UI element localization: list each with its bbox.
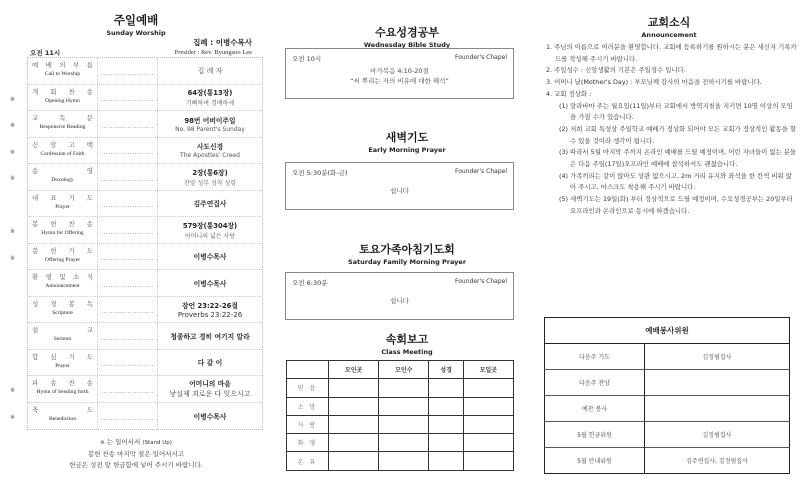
- order-item-name-char: 영: [45, 273, 52, 281]
- order-item-name-char: 봉: [32, 246, 39, 255]
- order-item-name-char: 기: [68, 193, 75, 202]
- order-item-name-ko: [32, 60, 93, 69]
- class-meeting-column-header: 성경: [429, 361, 463, 379]
- stand-up-marker-icon: ※: [10, 413, 16, 421]
- saturday-header: [278, 241, 536, 266]
- worship-order-row: [10, 164, 262, 191]
- class-meeting-cell: [329, 379, 379, 397]
- stand-up-note-en: (Stand Up): [142, 440, 172, 446]
- class-meeting-row: [287, 379, 514, 397]
- order-item-value: [158, 350, 262, 376]
- announcement-title-en: Announcement: [641, 31, 697, 39]
- order-item-primary: 집 례 자: [197, 66, 223, 75]
- order-item-primary: 2장(통6장): [192, 168, 228, 177]
- order-item-name: [28, 58, 98, 84]
- announcement-list: [546, 42, 798, 218]
- stand-up-marker-icon: ※: [10, 148, 16, 156]
- order-item-name-char: 식: [86, 273, 93, 281]
- order-item-secondary: 낳실제 괴로운 다 잊으시고: [169, 390, 251, 399]
- order-item-name-char: 름: [86, 61, 93, 69]
- order-item-name-char: 송: [86, 87, 93, 96]
- wednesday-location: Founder's Chapel: [455, 54, 507, 61]
- order-item-value: [158, 191, 262, 217]
- worship-order-row: [10, 217, 262, 244]
- service-role: 5월 안내위원: [545, 448, 645, 474]
- order-item-name-ko: [32, 325, 93, 334]
- order-item-name-char: 백: [86, 140, 93, 149]
- order-item-name-en: Announcement: [45, 283, 80, 289]
- worship-order-row: [28, 350, 262, 377]
- order-item-value: [158, 270, 262, 296]
- order-item-name: [28, 244, 98, 270]
- early-morning-title-ko: 새벽기도: [385, 131, 429, 144]
- order-item-name: [28, 85, 98, 111]
- order-item-name-char: 예: [32, 61, 39, 69]
- order-item-name-char: 성: [32, 299, 39, 308]
- class-meeting-header: [278, 331, 536, 356]
- order-item-name: [28, 191, 98, 217]
- order-item-name-char: 도: [86, 352, 93, 361]
- order-item-name-char: 독: [86, 299, 93, 308]
- order-item-name-char: 헌: [50, 246, 57, 255]
- order-item-name-ko: [32, 193, 93, 202]
- order-item-primary: 98번 어버이주일: [184, 116, 236, 125]
- order-item-name-char: 고: [68, 140, 75, 149]
- saturday-status: 쉽니다: [390, 297, 409, 305]
- order-item-name-char: 송: [50, 379, 57, 387]
- class-meeting-title-en: Class Meeting: [381, 348, 433, 356]
- class-meeting-cell: [329, 397, 379, 415]
- service-committee-row: [545, 448, 790, 474]
- order-item-name-en: Benediction: [48, 415, 77, 422]
- order-item-primary: 이병수목사: [193, 253, 227, 262]
- class-meeting-cell: [429, 434, 463, 452]
- order-item-name: [28, 376, 98, 402]
- presider-en: Presider : Rev. Byungsoo Lee: [174, 49, 252, 56]
- offering-hymn-note: 봉헌 찬송 마지막 절은 일어서시고: [87, 450, 185, 458]
- order-item-leader-dots: ......................: [98, 58, 158, 84]
- class-meeting-cell: [379, 397, 429, 415]
- middle-column: [278, 0, 536, 485]
- stand-up-note-ko: 는 일어서서: [106, 438, 141, 446]
- order-item-name-char: 파: [32, 379, 39, 387]
- class-meeting-row: [287, 397, 514, 415]
- wednesday-info-box: [285, 48, 514, 99]
- announcement-subitem: (3) 따라서 5월 마지막 주까지 온라인 예배를 드릴 예정이며, 어린 자녀들이 없는 분들은 다음 주일(17일)오프라인 예배에 참석하셔도 괜찮습니다.: [559, 148, 797, 169]
- order-item-name-char: 찬: [68, 220, 75, 228]
- order-item-primary: 잠언 23:22-26절: [182, 301, 238, 310]
- order-item-name-ko: [32, 352, 93, 361]
- sunday-worship-footer: [0, 437, 272, 471]
- order-item-name-en: Confession of Faith: [40, 150, 85, 157]
- class-meeting-group-name: 믿 음: [287, 379, 329, 397]
- order-item-name-char: 의: [59, 61, 66, 69]
- class-meeting-cell: [429, 379, 463, 397]
- order-item-primary: 64장(통13장): [187, 89, 233, 98]
- order-item-primary: 다 같 이: [197, 359, 223, 368]
- class-meeting-cell: [463, 434, 513, 452]
- order-item-value: [158, 111, 262, 137]
- order-item-name-char: 앙: [50, 140, 57, 149]
- order-item-name-char: 교: [86, 326, 93, 334]
- class-meeting-row: [287, 434, 514, 452]
- order-item-name-en: Hymn for Offering: [41, 230, 84, 236]
- order-item-name-char: 축: [32, 405, 39, 414]
- order-item-value: [158, 323, 262, 349]
- service-role: 다음주 찬양: [545, 370, 645, 396]
- order-item-name-char: 송: [86, 220, 93, 228]
- order-item-leader-dots: ......................: [98, 191, 158, 217]
- service-person: [645, 370, 790, 396]
- order-item-name-char: 기: [68, 246, 75, 255]
- worship-order-row: [10, 376, 262, 403]
- order-item-name: [28, 164, 98, 190]
- order-item-leader-dots: ......................: [98, 270, 158, 296]
- order-item-name-char: 영: [86, 167, 93, 175]
- class-meeting-table: [286, 360, 514, 471]
- class-meeting-cell: [463, 452, 513, 470]
- order-item-name-char: 환: [32, 273, 39, 281]
- order-item-name-ko: [32, 113, 93, 122]
- order-item-leader-dots: ......................: [98, 297, 158, 323]
- announcement-subitem: (4) 가족끼리는 같이 앉아도 상관 없으시고, 2m 거리 유지와 좌석을 한 칸씩 비워 앉아 주시고, 마스크도 착용해 주시기 바랍니다.: [559, 171, 792, 192]
- worship-order-row: [28, 58, 262, 85]
- wednesday-time: 오전 10시: [292, 55, 322, 63]
- class-meeting-row: [287, 452, 514, 470]
- order-item-leader-dots: ......................: [98, 323, 158, 349]
- sunday-worship-title-en: Sunday Worship: [106, 29, 166, 37]
- order-item-value: [158, 138, 262, 164]
- order-item-value: [158, 58, 262, 84]
- class-meeting-cell: [329, 452, 379, 470]
- early-morning-time: 오전 5:30분(화-금): [292, 169, 348, 177]
- announcement-subitem: (2) 저희 교회 특성상 주일학교 예배가 정상화 되어야 모든 교회가 정상적인 활동을 할 수 있을 것이라 생각이 됩니다.: [559, 124, 797, 145]
- order-item-name-char: 봉: [32, 220, 39, 228]
- announcement-header: [538, 14, 800, 39]
- order-item-name-char: 신: [32, 140, 39, 149]
- order-item-leader-dots: ......................: [98, 164, 158, 190]
- order-item-name-char: 송: [32, 167, 39, 175]
- service-committee-row: [545, 344, 790, 370]
- order-item-name-char: 교: [32, 114, 39, 122]
- order-item-name-char: 부: [73, 61, 80, 69]
- order-item-secondary: No. 98 Parent's Sunday: [175, 125, 245, 133]
- order-item-value: [158, 164, 262, 190]
- class-meeting-row: [287, 415, 514, 433]
- class-meeting-cell: [463, 397, 513, 415]
- order-item-name-char: 헌: [50, 220, 57, 228]
- wednesday-theme: “씨 뿌리는 자의 비유에 대한 해석”: [350, 77, 449, 85]
- class-meeting-header-row: [287, 361, 514, 379]
- stand-symbol: ※: [100, 440, 105, 446]
- service-person: 김정림집사: [645, 422, 790, 448]
- class-meeting-column-header: [287, 361, 329, 379]
- worship-order-row: [10, 244, 262, 271]
- order-item-secondary: The Apostles' Creed: [180, 152, 240, 160]
- order-item-name-char: 경: [50, 299, 57, 308]
- service-person: 김정림집사: [645, 344, 790, 370]
- order-item-leader-dots: ......................: [98, 403, 158, 430]
- class-meeting-group-name: 소 망: [287, 397, 329, 415]
- service-committee-row: [545, 370, 790, 396]
- order-item-name-en: Prayer: [55, 362, 70, 369]
- early-morning-location: Founder's Chapel: [455, 168, 507, 175]
- class-meeting-cell: [329, 434, 379, 452]
- order-item-name-char: 배: [45, 61, 52, 69]
- presider-ko: 집례 : 이병수목사: [193, 38, 252, 47]
- wednesday-header: [278, 24, 536, 49]
- saturday-time: 오전 6:30분: [292, 279, 328, 287]
- order-item-name-ko: [32, 299, 93, 308]
- announcement-item: 4. 교회 정상화 :: [546, 89, 592, 98]
- order-item-secondary: 어머니의 넓은 사랑: [184, 232, 236, 240]
- order-item-value: [158, 217, 262, 243]
- order-item-name-char: 개: [32, 87, 39, 96]
- order-of-worship-table: [10, 57, 263, 430]
- class-meeting-cell: [429, 397, 463, 415]
- order-item-name: [28, 138, 98, 164]
- order-item-leader-dots: ......................: [98, 350, 158, 376]
- worship-order-row: [28, 323, 262, 350]
- order-item-leader-dots: ......................: [98, 244, 158, 270]
- order-item-name-char: 봉: [68, 299, 75, 308]
- service-person: [645, 396, 790, 422]
- order-item-name: [28, 350, 98, 376]
- order-item-name-ko: [32, 219, 93, 228]
- order-item-name-en: Responsive Reading: [39, 124, 86, 130]
- order-item-primary: 이병수목사: [193, 279, 227, 288]
- class-meeting-cell: [463, 379, 513, 397]
- stand-up-marker-icon: ※: [10, 228, 16, 235]
- order-item-secondary: 기뻐하며 경배하세: [185, 100, 235, 108]
- order-item-name-char: 문: [86, 114, 93, 122]
- order-item-name-char: 합: [32, 352, 39, 361]
- class-meeting-column-header: 모인수: [379, 361, 429, 379]
- class-meeting-cell: [379, 415, 429, 433]
- order-item-leader-dots: ......................: [98, 85, 158, 111]
- order-item-name-char: 도: [86, 405, 93, 414]
- announcement-subitem: (1) 알라바마 주는 월요일(11일)부터 교회에서 방역지침을 지키면 10명 이상의 모임을 가질 수가 있습니다.: [559, 101, 793, 122]
- service-role: 5월 헌금위원: [545, 422, 645, 448]
- order-item-name: [28, 270, 98, 296]
- wednesday-scripture: 마가복음 4:10-20절: [370, 67, 429, 75]
- service-committee-title: 예배봉사위원: [545, 318, 790, 344]
- service-person: 김주연집사, 김정림집사: [645, 448, 790, 474]
- early-morning-status: 쉽니다: [390, 187, 409, 195]
- early-morning-title-en: Early Morning Prayer: [368, 146, 446, 154]
- order-item-name-char: 독: [59, 114, 66, 122]
- order-item-leader-dots: ......................: [98, 138, 158, 164]
- order-item-name-char: 찬: [68, 87, 75, 96]
- stand-up-marker-icon: ※: [10, 175, 16, 182]
- order-item-name: [28, 111, 98, 137]
- presider-info: [175, 37, 252, 56]
- order-item-secondary: Proverbs 23:22-26: [177, 310, 243, 319]
- order-item-name-en: Offering Prayer: [44, 256, 81, 263]
- order-item-name-char: 기: [68, 352, 75, 361]
- order-item-name-char: 대: [32, 193, 39, 202]
- service-committee-row: [545, 396, 790, 422]
- announcement-item: 1. 주님의 이름으로 여러분을 환영합니다. 교회에 등록하기를 원하시는 분은 새신자 기록카드를 작성해 주시기 바랍니다.: [546, 43, 797, 63]
- class-meeting-cell: [429, 452, 463, 470]
- order-item-secondary: 찬양 성부 성자 성령: [183, 179, 237, 187]
- announcement-subitem: (5) 새벽기도는 19일(화) 부터 정상적으로 드릴 예정이며, 수요성경공부는 20일부터 오프라인과 온라인으로 동시에 하겠습니다.: [559, 195, 793, 215]
- order-item-primary: 사도신경: [196, 143, 224, 152]
- announcement-item: 2. 주일성수 : 신앙생활의 기본은 주일성수 입니다.: [546, 66, 686, 75]
- saturday-title-ko: 토요가족아침기도회: [359, 243, 455, 256]
- worship-order-row: [10, 111, 262, 138]
- order-item-name: [28, 323, 98, 349]
- announcement-title-ko: 교회소식: [647, 16, 691, 29]
- order-item-value: [158, 85, 262, 111]
- order-item-name-char: 회: [50, 87, 57, 96]
- order-item-name-en: Prayer: [55, 203, 70, 210]
- order-item-name-en: Hymn of Sending forth: [36, 389, 89, 395]
- saturday-title-en: Saturday Family Morning Prayer: [347, 258, 467, 266]
- order-item-name-ko: [32, 272, 93, 281]
- class-meeting-title-ko: 속회보고: [385, 333, 429, 346]
- worship-order-row: [10, 85, 262, 112]
- right-column: [538, 0, 800, 485]
- service-role: 다음주 기도: [545, 344, 645, 370]
- order-item-name-char: 설: [32, 326, 39, 334]
- stand-up-note: [0, 437, 272, 449]
- order-item-name-char: 도: [86, 193, 93, 202]
- order-item-name-char: 소: [73, 273, 80, 281]
- sunday-worship-time: 오전 11시: [30, 49, 61, 57]
- stand-up-marker-icon: ※: [10, 387, 16, 394]
- class-meeting-cell: [379, 434, 429, 452]
- order-item-name-en: Sermon: [53, 336, 72, 342]
- order-item-value: [158, 376, 262, 402]
- worship-order-row: [28, 297, 262, 324]
- order-item-name-ko: [32, 246, 93, 255]
- order-item-value: [158, 403, 262, 430]
- order-item-name-char: 표: [50, 193, 57, 202]
- order-item-primary: 청종하고 경히 여기지 말라: [170, 332, 250, 341]
- sunday-worship-title-ko: 주일예배: [113, 13, 159, 27]
- class-meeting-cell: [379, 379, 429, 397]
- wednesday-title-en: Wednesday Bible Study: [363, 41, 451, 49]
- order-item-primary: 어머니의 마음: [189, 380, 231, 389]
- worship-order-row: [10, 138, 262, 165]
- class-meeting-cell: [379, 452, 429, 470]
- wednesday-title-ko: 수요성경공부: [375, 26, 439, 39]
- order-item-name-char: 찬: [68, 379, 75, 387]
- worship-order-row: [10, 403, 262, 430]
- early-morning-header: [278, 129, 536, 154]
- order-item-leader-dots: ......................: [98, 217, 158, 243]
- early-morning-info-box: [285, 162, 514, 210]
- class-meeting-column-header: 모인곳: [329, 361, 379, 379]
- order-item-value: [158, 297, 262, 323]
- class-meeting-group-name: 화 평: [287, 434, 329, 452]
- order-item-primary: 이병수목사: [193, 412, 227, 421]
- stand-up-marker-icon: ※: [10, 254, 16, 262]
- sunday-worship-header: [0, 12, 272, 37]
- order-item-leader-dots: ......................: [98, 111, 158, 137]
- order-item-name-en: Call to Worship: [44, 71, 81, 77]
- order-item-name-en: Doxology: [51, 177, 74, 183]
- order-item-value: [158, 244, 262, 270]
- order-item-name-en: Scripture: [52, 309, 73, 316]
- class-meeting-column-header: 모일곳: [463, 361, 513, 379]
- class-meeting-cell: [429, 415, 463, 433]
- service-committee-table: [544, 317, 790, 474]
- service-committee-row: [545, 422, 790, 448]
- order-item-name-ko: [32, 405, 93, 414]
- stand-up-marker-icon: ※: [10, 95, 16, 103]
- order-item-name-char: 심: [50, 352, 57, 361]
- class-meeting-group-name: 온 유: [287, 452, 329, 470]
- sunday-worship-column: [0, 0, 272, 485]
- order-item-name-ko: [32, 140, 93, 149]
- saturday-location: Founder's Chapel: [455, 278, 507, 285]
- announcement-item: 3. 어머니 날(Mother's Day) : 부모님께 감사의 마음을 전하시기를 바랍니다.: [546, 78, 762, 87]
- order-item-name-char: 도: [86, 246, 93, 255]
- order-item-name: [28, 217, 98, 243]
- order-item-name-ko: [32, 166, 93, 175]
- order-item-name-ko: [32, 378, 93, 387]
- service-role: 예찬 봉사: [545, 396, 645, 422]
- saturday-info-box: [285, 272, 514, 320]
- order-item-name: [28, 403, 98, 430]
- worship-order-row: [28, 191, 262, 218]
- order-item-name-ko: [32, 87, 93, 96]
- order-item-name-char: 및: [59, 273, 66, 281]
- class-meeting-cell: [463, 415, 513, 433]
- order-item-primary: 김주연집사: [193, 200, 227, 209]
- class-meeting-cell: [329, 415, 379, 433]
- class-meeting-group-name: 사 랑: [287, 415, 329, 433]
- order-item-leader-dots: ......................: [98, 376, 158, 402]
- offering-box-note: 헌금은 성전 앞 헌금함에 넣어 주시기 바랍니다.: [69, 461, 203, 469]
- worship-order-row: [28, 270, 262, 297]
- order-item-name-en: Opening Hymn: [45, 97, 80, 104]
- order-item-name-char: 송: [86, 379, 93, 387]
- stand-up-marker-icon: ※: [10, 122, 16, 129]
- order-item-name: [28, 297, 98, 323]
- order-item-primary: 579장(통304장): [182, 221, 238, 230]
